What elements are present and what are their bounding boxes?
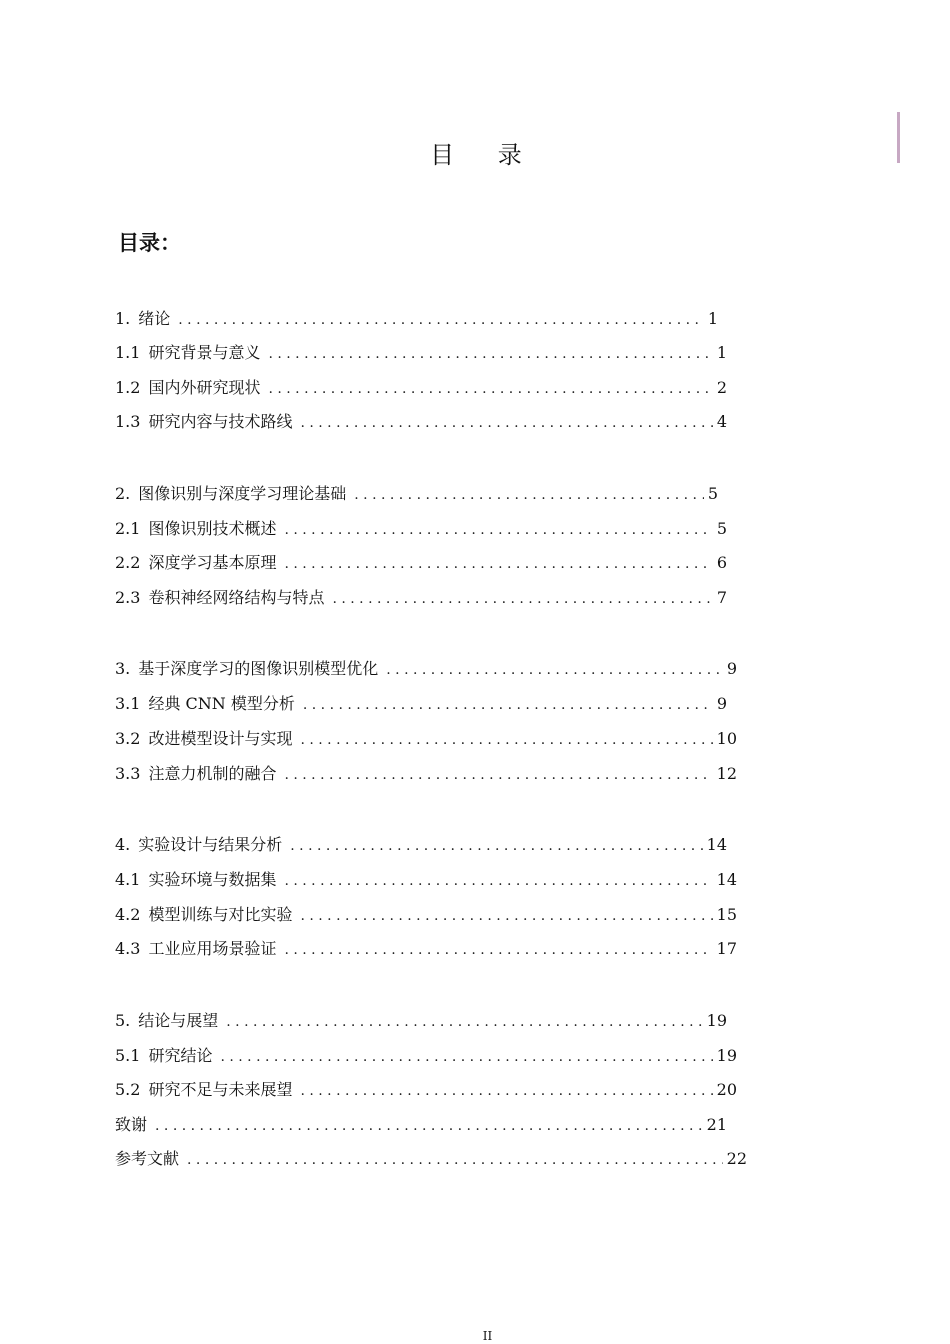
toc-entry-number: 1.3 [115, 412, 141, 431]
toc-entry-page: 5 [707, 484, 718, 503]
toc-leader-dots [284, 938, 712, 962]
toc-entry-title: 卷积神经网络结构与特点 [148, 588, 325, 607]
toc-entry-page: 1 [716, 343, 727, 362]
toc-leader-dots [178, 308, 704, 332]
toc-entry-2-2[interactable] [115, 551, 727, 575]
toc-leader-dots [284, 552, 712, 576]
toc-entry-number: 4. [115, 835, 131, 854]
toc-entry-number: 2.1 [115, 519, 141, 538]
toc-entry-page: 4 [716, 412, 727, 431]
toc-leader-dots [386, 658, 723, 682]
toc-leader-dots [290, 834, 702, 858]
toc-entry-5[interactable] [115, 1009, 727, 1033]
toc-entry-title: 研究背景与意义 [148, 343, 261, 362]
toc-entry-title: 实验设计与结果分析 [138, 835, 283, 854]
toc-entry-title: 致谢 [115, 1115, 148, 1134]
toc-entry-page: 14 [706, 835, 727, 854]
toc-entry-4[interactable] [115, 833, 727, 857]
toc-entry-title: 工业应用场景验证 [148, 939, 277, 958]
toc-entry-title: 图像识别技术概述 [148, 519, 277, 538]
toc-entry-1-2[interactable] [115, 376, 727, 400]
toc-entry-page: 14 [716, 870, 737, 889]
toc-entry-title: 经典 CNN 模型分析 [148, 694, 295, 713]
toc-entry-5-2[interactable] [115, 1078, 737, 1102]
toc-leader-dots [284, 518, 712, 542]
toc-entry-page: 19 [706, 1011, 727, 1030]
toc-entry-page: 15 [716, 905, 737, 924]
toc-leader-dots [226, 1010, 702, 1034]
toc-entry-1-3[interactable] [115, 410, 727, 434]
toc-entry-title: 研究内容与技术路线 [148, 412, 293, 431]
toc-entry-number: 4.2 [115, 905, 141, 924]
toc-leader-dots [300, 1079, 712, 1103]
toc-entry-3-3[interactable] [115, 762, 737, 786]
toc-leader-dots [155, 1114, 703, 1138]
toc-entry-page: 9 [716, 694, 727, 713]
toc-entry-3-2[interactable] [115, 727, 737, 751]
toc-entry-title: 深度学习基本原理 [148, 553, 277, 572]
toc-entry-title: 改进模型设计与实现 [148, 729, 293, 748]
toc-leader-dots [220, 1045, 712, 1069]
toc-entry-2[interactable] [115, 482, 718, 506]
toc-entry-4-2[interactable] [115, 903, 737, 927]
toc-entry-page: 20 [716, 1080, 737, 1099]
toc-entry-number: 1.2 [115, 378, 141, 397]
toc-entry-number: 2.3 [115, 588, 141, 607]
page-number: II [482, 1329, 493, 1343]
toc-entry-page: 21 [706, 1115, 727, 1134]
toc-entry-4-1[interactable] [115, 868, 737, 892]
toc-entry-page: 17 [716, 939, 737, 958]
toc-entry-number: 4.3 [115, 939, 141, 958]
toc-entry-number: 3.3 [115, 764, 141, 783]
toc-leader-dots [303, 693, 713, 717]
toc-entry-5-1[interactable] [115, 1044, 737, 1068]
toc-entry-number: 1. [115, 309, 131, 328]
toc-entry-page: 5 [716, 519, 727, 538]
toc-entry-1-1[interactable] [115, 341, 727, 365]
toc-entry-title: 模型训练与对比实验 [148, 905, 293, 924]
toc-leader-dots [187, 1148, 723, 1172]
toc-leader-dots [332, 587, 712, 611]
toc-leader-dots [300, 411, 712, 435]
toc-entry-title: 研究不足与未来展望 [148, 1080, 293, 1099]
toc-entry-number: 3.2 [115, 729, 141, 748]
toc-entry-3[interactable] [115, 657, 737, 681]
toc-leader-dots [284, 763, 712, 787]
toc-entry-number: 5.2 [115, 1080, 141, 1099]
toc-entry-page: 10 [716, 729, 737, 748]
toc-entry-page: 2 [716, 378, 727, 397]
toc-entry-page: 6 [716, 553, 727, 572]
toc-entry-references[interactable] [115, 1147, 747, 1171]
toc-entry-page: 22 [726, 1149, 747, 1168]
toc-leader-dots [268, 342, 712, 366]
toc-entry-page: 9 [726, 659, 737, 678]
toc-entry-title: 注意力机制的融合 [148, 764, 277, 783]
toc-entry-2-3[interactable] [115, 586, 727, 610]
toc-entry-title: 绪论 [138, 309, 171, 328]
toc-entry-title: 实验环境与数据集 [148, 870, 277, 889]
toc-entry-title: 国内外研究现状 [148, 378, 261, 397]
toc-entry-title: 参考文献 [115, 1149, 180, 1168]
toc-leader-dots [354, 483, 704, 507]
page-title: 目 录 [430, 141, 540, 169]
toc-heading: 目录： [118, 231, 181, 255]
toc-entry-number: 1.1 [115, 343, 141, 362]
toc-entry-2-1[interactable] [115, 517, 727, 541]
toc-entry-number: 5.1 [115, 1046, 141, 1065]
toc-entry-number: 2.2 [115, 553, 141, 572]
toc-entry-number: 3. [115, 659, 131, 678]
toc-entry-number: 5. [115, 1011, 131, 1030]
toc-leader-dots [284, 869, 712, 893]
toc-entry-title: 图像识别与深度学习理论基础 [138, 484, 347, 503]
toc-leader-dots [300, 728, 712, 752]
toc-entry-page: 12 [716, 764, 737, 783]
toc-entry-page: 19 [716, 1046, 737, 1065]
toc-entry-1[interactable] [115, 307, 718, 331]
toc-entry-title: 研究结论 [148, 1046, 213, 1065]
toc-entry-title: 结论与展望 [138, 1011, 219, 1030]
toc-entry-page: 7 [716, 588, 727, 607]
toc-leader-dots [300, 904, 712, 928]
toc-entry-number: 3.1 [115, 694, 141, 713]
toc-entry-4-3[interactable] [115, 937, 737, 961]
toc-entry-title: 基于深度学习的图像识别模型优化 [138, 659, 379, 678]
toc-entry-3-1[interactable] [115, 692, 727, 716]
toc-entry-number: 4.1 [115, 870, 141, 889]
toc-entry-acknowledgements[interactable] [115, 1113, 727, 1137]
toc-entry-number: 2. [115, 484, 131, 503]
toc-leader-dots [268, 377, 712, 401]
toc-entry-page: 1 [707, 309, 718, 328]
